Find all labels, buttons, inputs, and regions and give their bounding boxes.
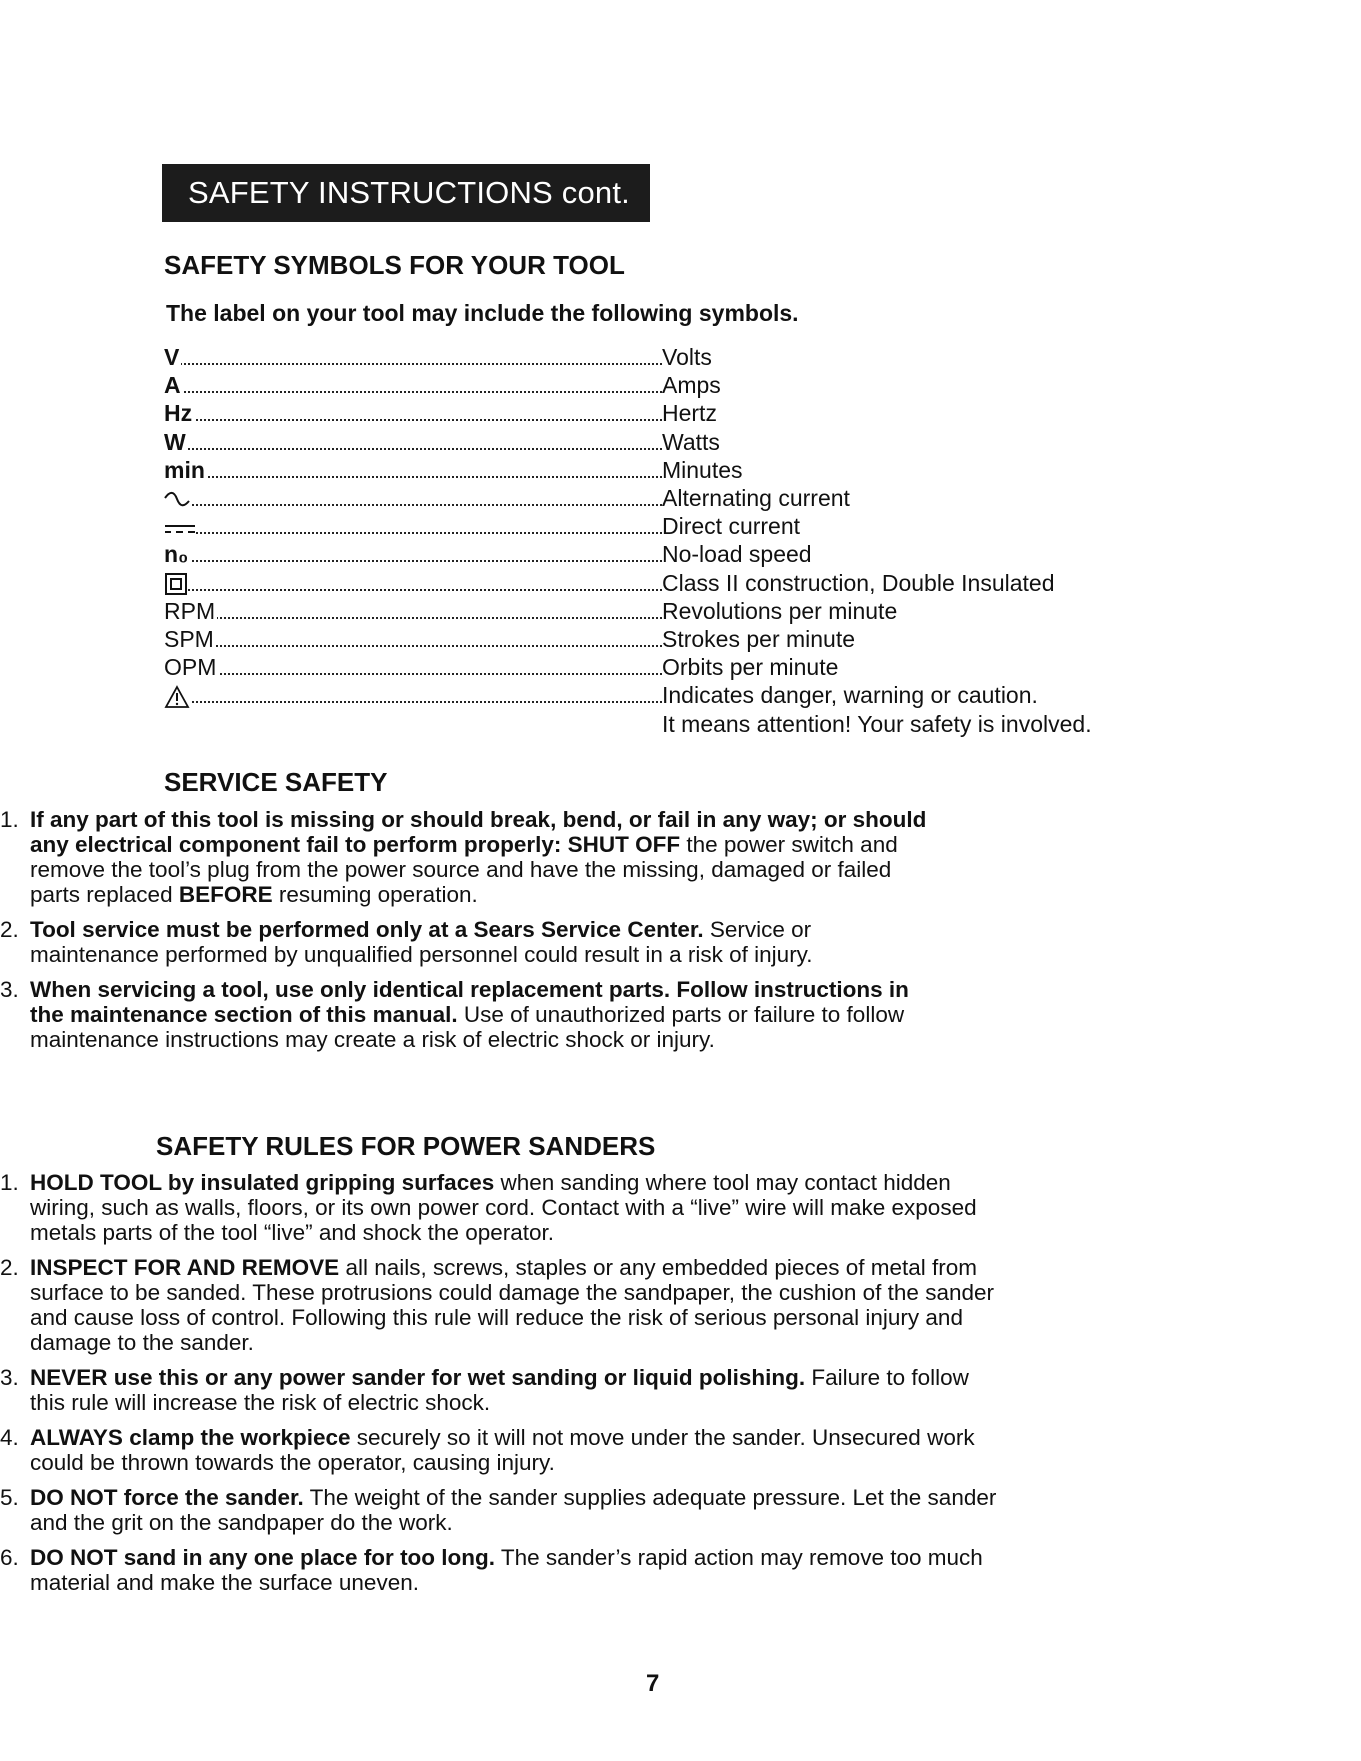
symbol-text: W bbox=[164, 428, 186, 455]
symbol-text: V bbox=[164, 344, 180, 370]
list-item bbox=[0, 1545, 1010, 1595]
symbol-row-opm bbox=[164, 653, 1164, 681]
symbols-intro: The label on your tool may include the following symbols. bbox=[166, 300, 799, 326]
item-text: the power switch and remove the tool’s plug from the power source and have the missing, damaged or failed parts replaced bbox=[30, 832, 898, 907]
symbol-row-ac bbox=[164, 484, 1164, 512]
double-square-icon bbox=[164, 572, 188, 596]
item-bold-text: When servicing a tool, use only identical replacement parts. Follow instructions in the maintenance section of this manual. bbox=[30, 977, 909, 1027]
symbol-meaning-continued: It means attention! Your safety is involved. bbox=[662, 711, 1092, 737]
symbol-meaning: Strokes per minute bbox=[662, 625, 856, 652]
symbols-heading: SAFETY SYMBOLS FOR YOUR TOOL bbox=[164, 250, 625, 280]
symbol-meaning: Alternating current bbox=[662, 484, 850, 511]
item-text: all nails, screws, staples or any embedded pieces of metal from surface to be sanded. These protrusions could damage the sandpaper, the cushion of the sander and cause loss of control. Following this rule will reduce the risk of serious personal injury and damage to the sander. bbox=[30, 1255, 994, 1355]
item-text: Failure to follow this rule will increase the risk of electric shock. bbox=[30, 1365, 969, 1415]
symbol-meaning: Minutes bbox=[662, 456, 743, 483]
item-number: 2. bbox=[0, 1255, 19, 1280]
symbol-text: min bbox=[164, 456, 205, 483]
symbol-meaning: Class II construction, Double Insulated bbox=[662, 569, 1055, 596]
list-item bbox=[0, 1425, 1010, 1475]
item-text: The weight of the sander supplies adequate pressure. Let the sander and the grit on the sandpaper do the work. bbox=[30, 1485, 997, 1535]
item-text: when sanding where tool may contact hidden wiring, such as walls, floors, or its own power cord. Contact with a “live” wire will make exposed metals parts of the tool “live” and shock the operator. bbox=[30, 1170, 977, 1245]
item-bold-text: If any part of this tool is missing or should break, bend, or fail in any way; or should any electrical component fail to perform properly: SHUT OFF bbox=[30, 807, 927, 857]
item-number: 4. bbox=[0, 1425, 19, 1450]
symbol-list bbox=[164, 343, 1164, 709]
item-text: Use of unauthorized parts or failure to follow maintenance instructions may create a risk of electric shock or injury. bbox=[30, 1002, 905, 1052]
service-safety-list bbox=[0, 807, 930, 1062]
symbol-row-amps bbox=[164, 371, 1164, 399]
item-text: The sander’s rapid action may remove too much material and make the surface uneven. bbox=[30, 1545, 983, 1595]
item-bold-text: Tool service must be performed only at a Sears Service Center. bbox=[30, 917, 704, 942]
item-number: 3. bbox=[0, 1365, 19, 1390]
direct-current-icon bbox=[164, 517, 196, 539]
symbol-meaning: Volts bbox=[662, 344, 712, 370]
symbol-row-spm bbox=[164, 625, 1164, 653]
warning-triangle-icon bbox=[164, 685, 190, 709]
item-text: securely so it will not move under the sander. Unsecured work could be thrown towards the operator, causing injury. bbox=[30, 1425, 975, 1475]
item-bold-text: ALWAYS clamp the workpiece bbox=[30, 1425, 351, 1450]
symbol-text: A bbox=[164, 372, 181, 399]
item-number: 5. bbox=[0, 1485, 19, 1510]
symbol-text: n₀ bbox=[164, 541, 189, 568]
list-item bbox=[0, 1365, 1010, 1415]
symbol-row-dc bbox=[164, 512, 1164, 540]
symbol-meaning: No-load speed bbox=[662, 541, 812, 568]
symbol-text: Hz bbox=[164, 400, 193, 427]
service-safety-heading: SERVICE SAFETY bbox=[164, 767, 388, 797]
page-number: 7 bbox=[646, 1670, 660, 1697]
item-number: 6. bbox=[0, 1545, 19, 1570]
item-number: 2. bbox=[0, 917, 19, 942]
item-text: resuming operation. bbox=[272, 882, 478, 907]
symbol-meaning: Revolutions per minute bbox=[662, 597, 898, 624]
list-item bbox=[0, 917, 930, 967]
symbol-row-rpm bbox=[164, 597, 1164, 625]
symbol-row-hertz bbox=[164, 399, 1164, 427]
symbol-text: SPM bbox=[164, 625, 214, 652]
symbol-meaning: Indicates danger, warning or caution. bbox=[662, 682, 1038, 709]
item-bold-text: NEVER use this or any power sander for wet sanding or liquid polishing. bbox=[30, 1365, 806, 1390]
item-number: 1. bbox=[0, 1170, 19, 1195]
alternating-current-icon bbox=[164, 489, 190, 511]
item-number: 3. bbox=[0, 977, 19, 1002]
item-bold-text: DO NOT sand in any one place for too long. bbox=[30, 1545, 496, 1570]
list-item bbox=[0, 1485, 1010, 1535]
symbol-row-class-ii bbox=[164, 569, 1164, 597]
symbol-row-warning bbox=[164, 681, 1164, 709]
symbol-meaning: Hertz bbox=[662, 400, 717, 427]
symbol-meaning: Direct current bbox=[662, 513, 801, 540]
item-bold-text: INSPECT FOR AND REMOVE bbox=[30, 1255, 340, 1280]
symbol-meaning: Amps bbox=[662, 372, 721, 399]
item-number: 1. bbox=[0, 807, 19, 832]
symbol-text: OPM bbox=[164, 654, 217, 681]
symbol-row-minutes bbox=[164, 456, 1164, 484]
symbol-row-volts bbox=[164, 343, 1164, 371]
list-item bbox=[0, 1170, 1010, 1245]
list-item bbox=[0, 1255, 1010, 1355]
symbol-row-no-load bbox=[164, 540, 1164, 568]
list-item bbox=[0, 807, 930, 907]
symbol-meaning: Watts bbox=[662, 428, 720, 455]
sanders-rules-list bbox=[0, 1170, 1010, 1605]
section-banner: SAFETY INSTRUCTIONS cont. bbox=[162, 164, 650, 222]
item-text: Service or maintenance performed by unqualified personnel could result in a risk of injury. bbox=[30, 917, 813, 967]
symbol-meaning: Orbits per minute bbox=[662, 654, 839, 681]
symbol-row-watts bbox=[164, 428, 1164, 456]
item-bold-text: DO NOT force the sander. bbox=[30, 1485, 304, 1510]
item-bold-text: BEFORE bbox=[178, 882, 273, 907]
sanders-rules-heading: SAFETY RULES FOR POWER SANDERS bbox=[156, 1131, 656, 1161]
item-bold-text: HOLD TOOL by insulated gripping surfaces bbox=[30, 1170, 495, 1195]
list-item bbox=[0, 977, 930, 1052]
symbol-text: RPM bbox=[164, 597, 216, 624]
